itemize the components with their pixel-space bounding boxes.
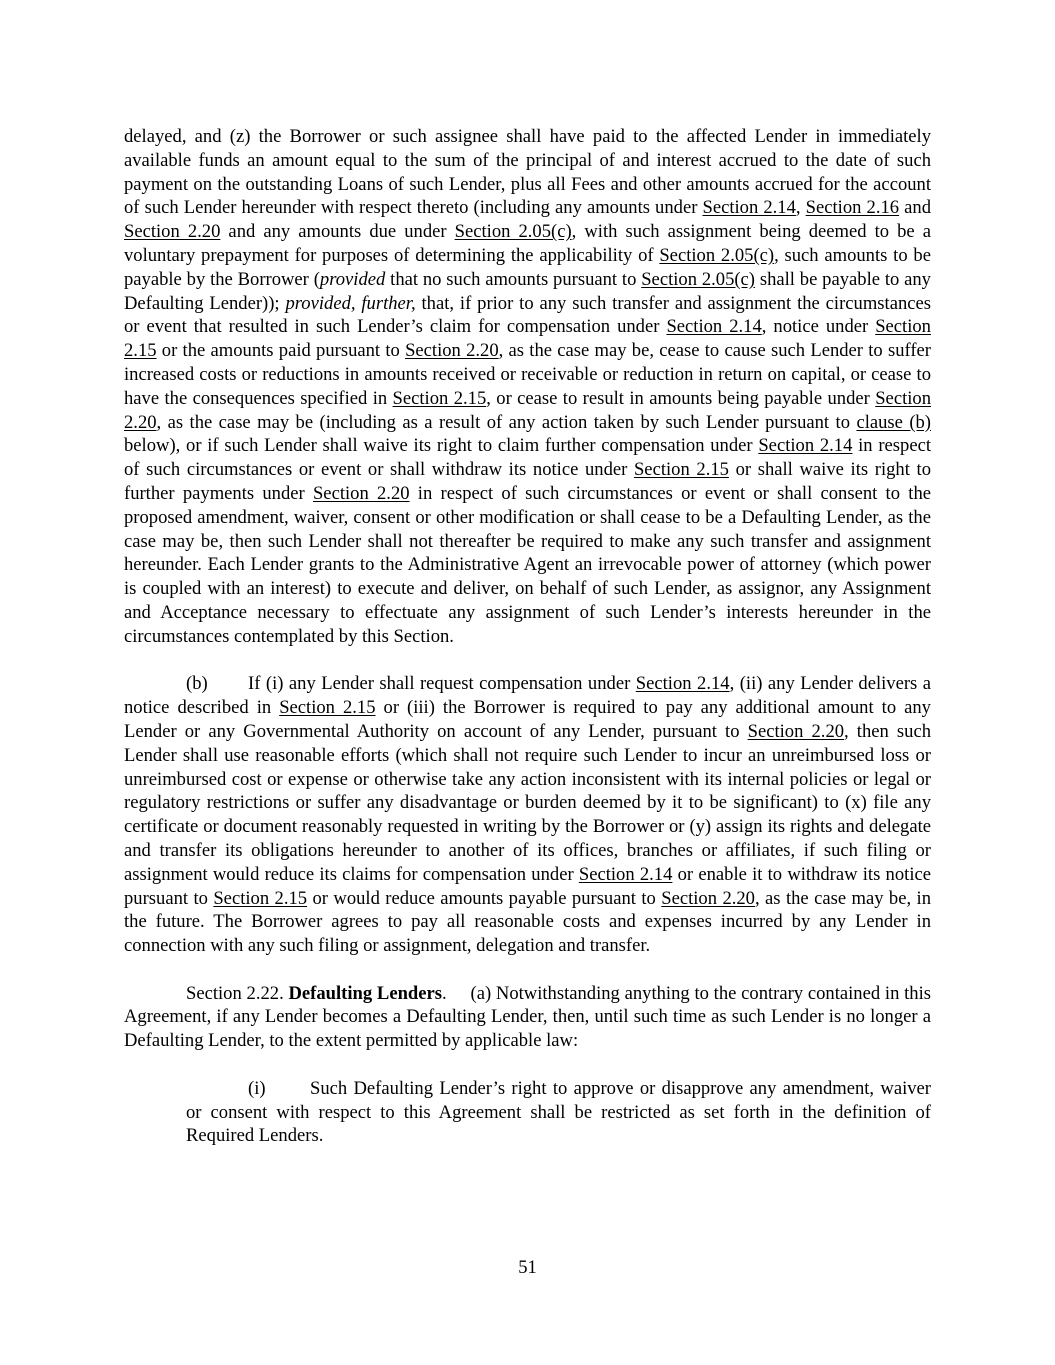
text-run: , (795, 197, 806, 219)
italic-term: provided (319, 268, 386, 290)
text-run: or enable it to withdraw its notice pursuant to (124, 863, 931, 909)
subclause-block (186, 1077, 931, 1148)
text-run: and (899, 197, 931, 219)
text-run: , then such Lender shall use reasonable efforts (which shall not require such Lender to incur an unreimbursed loss or unreimbursed cost or expense or otherwise take any action inconsistent with its internal policies or legal or regulatory restrictions or suffer any disadvantage or burden deemed by it to be significant) to (x) file any certificate or document reasonably requested in writing by the Borrower or (y) assign its rights and delegate and transfer its obligations hereunder to another of its offices, branches or affiliates, if such filing or assignment would reduce its claims for compensation under (124, 720, 931, 885)
section-reference: Section 2.05(c) (641, 268, 756, 290)
section-reference: Section 2.16 (805, 197, 900, 219)
text-run: that, if prior to any such transfer and assignment the circumstances or event that resulted in such Lender’s claim for compensation under (124, 292, 931, 338)
text-run: in respect of such circumstances or event or shall withdraw its notice under (124, 435, 931, 481)
section-reference: Section 2.20 (747, 720, 845, 742)
section-reference: Section 2.14 (666, 316, 762, 338)
text-run: or the amounts paid pursuant to (156, 340, 406, 362)
paragraph-i (186, 1077, 931, 1148)
section-reference: Section 2.20 (312, 482, 410, 504)
text-run: in respect of such circumstances or event or shall consent to the proposed amendment, waiver, consent or other modification or shall cease to be a Defaulting Lender, as the case may be, then such Lender shall not thereafter be required to make any such transfer and assignment hereunder. Each Lender grants to the Administrative Agent an irrevocable power of attorney (which power is coupled with an interest) to execute and deliver, on behalf of such Lender, as assignor, any Assignment and Acceptance necessary to effectuate any assignment of such Lender’s interests hereunder in the circumstances contemplated by this Section. (124, 482, 931, 647)
clause-label: (i) (248, 1077, 266, 1099)
text-run: below), or if such Lender shall waive its right to claim further compensation under (124, 435, 759, 457)
text-run: , notice under (761, 316, 876, 338)
text-run: delayed, and (z) the Borrower or such assignee shall have paid to the affected Lender in immediately available funds an amount equal to the sum of the principal of and interest accrued to the date of such payment on the outstanding Loans of such Lender, plus all Fees and other amounts accrued for the account of such Lender hereunder with respect thereto (including any amounts under (124, 126, 931, 219)
clause-label: (b) (186, 673, 208, 695)
text-run: , as the case may be, cease to cause such Lender to suffer increased costs or reductions in amounts received or receivable or reduction in return on capital, or cease to have the consequences specified in (124, 340, 931, 409)
clause-reference: clause (b) (856, 411, 932, 433)
section-reference: Section 2.15 (213, 887, 308, 909)
section-reference: Section 2.14 (578, 863, 673, 885)
text-run: or shall waive its right to further payments under (124, 459, 931, 504)
text-run: , (ii) any Lender delivers a notice described in (124, 673, 931, 719)
text-run: , as the case may be, in the future. The Borrower agrees to pay all reasonable costs and expenses incurred by any Lender in connection with any such filing or assignment, delegation and transfer. (124, 887, 931, 957)
section-reference: Section 2.14 (702, 197, 796, 219)
text-run: Such Defaulting Lender’s right to approve or disapprove any amendment, waiver or consent with respect to this Agreement shall be restricted as set forth in the definition of Required Lenders. (186, 1077, 931, 1147)
page-body (124, 125, 931, 1148)
text-run: . (442, 982, 447, 1004)
paragraph-b (124, 672, 931, 958)
text-run: or (iii) the Borrower is required to pay any additional amount to any Lender or any Governmental Authority on account of any Lender, pursuant to (124, 697, 931, 742)
section-reference: Section 2.14 (758, 435, 853, 457)
section-reference: Section 2.15 (124, 316, 931, 362)
section-reference: Section 2.05(c) (659, 244, 775, 266)
text-run: If (i) any Lender shall request compensation under (248, 673, 636, 695)
section-heading: Defaulting Lenders (288, 982, 443, 1004)
section-label: Section 2.22. (186, 982, 284, 1004)
text-run: or would reduce amounts payable pursuant to (307, 887, 662, 909)
section-reference: Section 2.20 (124, 387, 931, 433)
text-run: , with such assignment being deemed to be a voluntary prepayment for purposes of determining the applicability of (124, 221, 931, 266)
text-run: (a) Notwithstanding anything to the contrary contained in this Agreement, if any Lender becomes a Defaulting Lender, then, until such time as such Lender is no longer a Defaulting Lender, to the extent permitted by applicable law: (124, 982, 931, 1052)
section-reference: Section 2.20 (661, 887, 755, 909)
paragraph-section-2-22 (124, 982, 931, 1053)
page-number: 51 (518, 1257, 537, 1278)
paragraph-assignment-continuation (124, 125, 931, 649)
text-run: , as the case may be (including as a result of any action taken by such Lender pursuant to (156, 411, 857, 433)
section-reference: Section 2.05(c) (454, 221, 572, 243)
text-run: , such amounts to be payable by the Borrower ( (124, 244, 931, 290)
section-reference: Section 2.20 (124, 221, 221, 243)
section-reference: Section 2.15 (633, 459, 729, 481)
section-reference: Section 2.15 (279, 697, 376, 719)
text-run: and any amounts due under (220, 221, 455, 243)
text-run: that no such amounts pursuant to (385, 268, 642, 290)
section-reference: Section 2.20 (405, 340, 499, 362)
section-reference: Section 2.14 (635, 673, 730, 695)
text-run: shall be payable to any Defaulting Lender)); (124, 268, 931, 314)
text-run: , or cease to result in amounts being payable under (486, 387, 876, 409)
section-reference: Section 2.15 (392, 387, 487, 409)
italic-term: provided, further, (285, 292, 416, 314)
